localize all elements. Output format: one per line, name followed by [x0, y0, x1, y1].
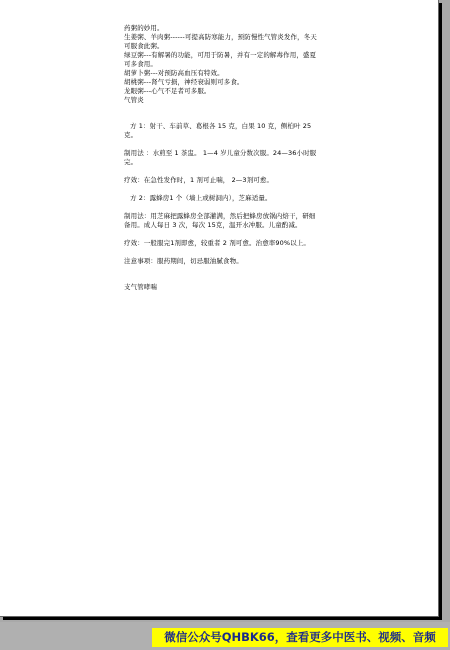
spacer [124, 140, 320, 149]
spacer [124, 230, 320, 239]
section-heading-tracheitis: 气管炎 [124, 96, 144, 104]
paragraph-precautions: 注意事项：服药期间，切忌服油腻食物。 [124, 257, 243, 265]
section-heading-bronchial-asthma: 支气管哮喘 [124, 283, 157, 291]
paragraph-efficacy-1: 疗效：在急性发作时，1 剂可止喘， 2—3剂可愈。 [124, 176, 274, 184]
section-heading-herbal-porridge: 药粥的妙用。 [124, 24, 164, 32]
paragraph-longan-porridge: 龙眼粥---心气不足者可多服。 [124, 87, 211, 95]
spacer [124, 266, 320, 283]
spacer [124, 105, 320, 122]
paragraph-carrot-porridge: 胡萝卜粥---对预防高血压有特效。 [124, 69, 224, 77]
spacer [124, 203, 320, 212]
paragraph-formula-1: 方 1：射干、车前草、葛根各 15 克，白果 10 克，侧柏叶 25克。 [124, 122, 312, 139]
paragraph-ginger-mutton-porridge: 生姜粥、羊肉粥------可提高防寒能力，预防慢性气管炎发作，冬天可服食此粥。 [124, 33, 317, 50]
paragraph-efficacy-2: 疗效：一般服完1剂即愈，较重者 2 剂可愈。治愈率90%以上。 [124, 239, 310, 247]
paragraph-mung-bean-porridge: 绿豆粥---有解暑的功能，可用于防暑，并有一定的解毒作用，盛夏可多食用。 [124, 51, 317, 68]
paragraph-preparation-2: 制用法：用芝麻把露蜂房全部灌满，然后把蜂房放锅内焙干，研细备用。成人每日 3 次，每次 15克，温开水冲服。儿童酌减。 [124, 212, 316, 229]
paragraph-formula-2: 方 2：露蜂房1 个（墙上或树洞内），芝麻适量。 [130, 194, 272, 202]
document-body [124, 24, 320, 292]
spacer [124, 248, 320, 257]
watermark-banner: 微信公众号QHBK66，查看更多中医书、视频、音频 [152, 628, 448, 647]
paragraph-preparation-1: 制用法 ：水煎至 1 茶盅。 1—4 岁儿童分数次服。24—36小时服完。 [124, 149, 317, 166]
spacer [124, 167, 320, 176]
paragraph-walnut-porridge: 胡桃粥---肾气亏损，神经衰弱则可多食。 [124, 78, 244, 86]
spacer [124, 185, 320, 194]
